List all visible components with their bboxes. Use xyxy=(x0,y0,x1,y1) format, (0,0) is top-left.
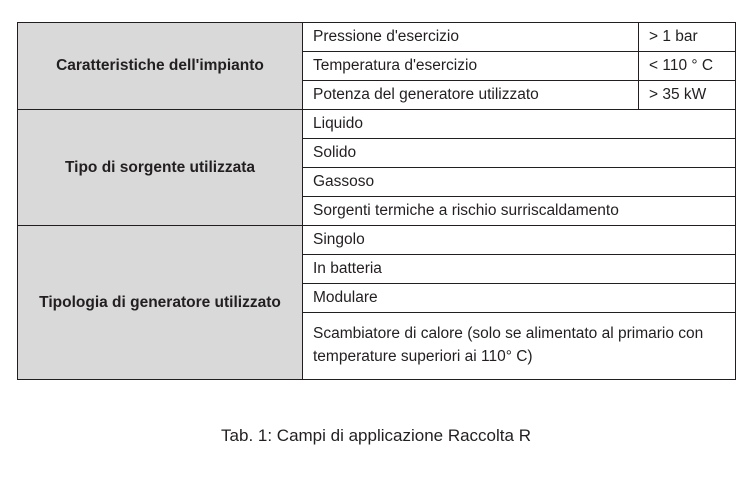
application-table xyxy=(17,22,736,380)
row-label: Gassoso xyxy=(303,168,736,197)
row-label: Scambiatore di calore (solo se alimentato al primario con temperature superiori ai 110° C) xyxy=(303,313,736,380)
row-label: Sorgenti termiche a rischio surriscaldamento xyxy=(303,197,736,226)
table-row xyxy=(18,23,736,52)
table-row xyxy=(18,110,736,139)
row-label: In batteria xyxy=(303,255,736,284)
row-value: > 35 kW xyxy=(639,81,736,110)
row-label: Modulare xyxy=(303,284,736,313)
category-sorgente: Tipo di sorgente utilizzata xyxy=(18,110,303,226)
row-value: < 110 ° C xyxy=(639,52,736,81)
category-impianto: Caratteristiche dell'impianto xyxy=(18,23,303,110)
table-row xyxy=(18,226,736,255)
row-label: Temperatura d'esercizio xyxy=(303,52,639,81)
table-caption: Tab. 1: Campi di applicazione Raccolta R xyxy=(221,426,531,445)
row-label: Pressione d'esercizio xyxy=(303,23,639,52)
row-label: Singolo xyxy=(303,226,736,255)
row-value: > 1 bar xyxy=(639,23,736,52)
category-generatore: Tipologia di generatore utilizzato xyxy=(18,226,303,380)
row-label: Liquido xyxy=(303,110,736,139)
row-label: Solido xyxy=(303,139,736,168)
row-label: Potenza del generatore utilizzato xyxy=(303,81,639,110)
